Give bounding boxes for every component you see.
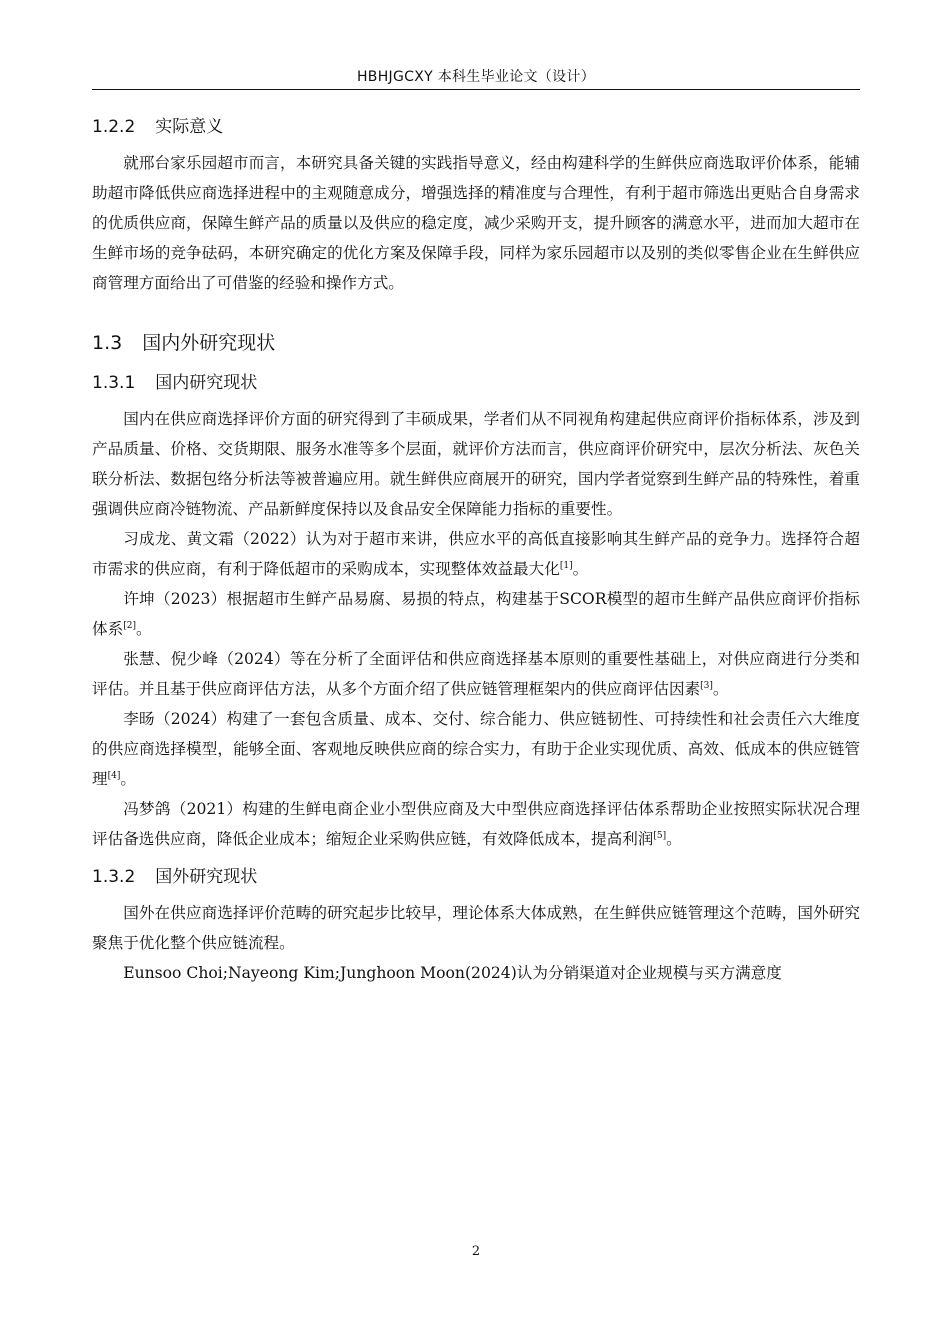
header-rule <box>92 89 860 90</box>
section-title: 国内研究现状 <box>155 373 258 393</box>
citation: [3] <box>700 680 713 691</box>
page-content <box>92 112 860 988</box>
citation: [4] <box>107 770 121 781</box>
paragraph: 国内在供应商选择评价方面的研究得到了丰硕成果，学者们从不同视角构建起供应商评价指标体系，涉及到产品质量、价格、交货期限、服务水准等多个层面，就评价方法而言，供应商评价研究中，层次分析法、灰色关联分析法、数据包络分析法等被普遍应用。就生鲜供应商展开的研究，国内学者觉察到生鲜产品的特殊性，着重强调供应商冷链物流、产品新鲜度保持以及食品安全保障能力指标的重要性。 <box>92 410 860 518</box>
citation: [2] <box>123 620 136 631</box>
page-header: HBHJGCXY 本科生毕业论文（设计） <box>356 69 595 85</box>
page-number: 2 <box>471 1244 481 1259</box>
section-title: 国内外研究现状 <box>142 332 276 354</box>
section-heading-1-3-2 <box>92 862 860 892</box>
section-number: 1.3 <box>92 332 123 354</box>
citation: [1] <box>559 560 573 571</box>
paragraph: 张慧、倪少峰（2024）等在分析了全面评估和供应商选择基本原则的重要性基础上，对供应商进行分类和评估。并且基于供应商评估方法，从多个方面介绍了供应链管理框架内的供应商评估因素[3]。 <box>92 650 860 698</box>
paragraph: 李旸（2024）构建了一套包含质量、成本、交付、综合能力、供应链韧性、可持续性和社会责任六大维度的供应商选择模型，能够全面、客观地反映供应商的综合实力，有助于企业实现优质、高效、低成本的供应链管理[4]。 <box>92 710 860 788</box>
section-title: 国外研究现状 <box>155 867 258 887</box>
section-heading-1-2-2 <box>92 112 860 142</box>
section-number: 1.3.2 <box>92 867 136 887</box>
paragraph: Eunsoo Choi;Nayeong Kim;Junghoon Moon(2024)认为分销渠道对企业规模与买方满意度 <box>123 964 782 982</box>
paragraph: 国外在供应商选择评价范畴的研究起步比较早，理论体系大体成熟，在生鲜供应链管理这个范畴，国外研究聚焦于优化整个供应链流程。 <box>92 904 860 952</box>
paragraph: 许坤（2023）根据超市生鲜产品易腐、易损的特点，构建基于SCOR模型的超市生鲜产品供应商评价指标体系[2]。 <box>92 590 860 638</box>
citation: [5] <box>653 830 667 841</box>
section-heading-1-3-1 <box>92 368 860 398</box>
section-title: 实际意义 <box>155 117 224 137</box>
section-number: 1.3.1 <box>92 373 136 393</box>
paragraph: 就邢台家乐园超市而言，本研究具备关键的实践指导意义，经由构建科学的生鲜供应商选取评价体系，能辅助超市降低供应商选择进程中的主观随意成分，增强选择的精准度与合理性，有利于超市筛选出更贴合自身需求的优质供应商，保障生鲜产品的质量以及供应的稳定度，减少采购开支，提升顾客的满意水平，进而加大超市在生鲜市场的竞争砝码，本研究确定的优化方案及保障手段，同样为家乐园超市以及别的类似零售企业在生鲜供应商管理方面给出了可借鉴的经验和操作方式。 <box>92 154 860 292</box>
paragraph: 习成龙、黄文霜（2022）认为对于超市来讲，供应水平的高低直接影响其生鲜产品的竞争力。选择符合超市需求的供应商，有利于降低超市的采购成本，实现整体效益最大化[1]。 <box>92 530 860 578</box>
paragraph: 冯梦鸽（2021）构建的生鲜电商企业小型供应商及大中型供应商选择评估体系帮助企业按照实际状况合理评估备选供应商，降低企业成本；缩短企业采购供应链，有效降低成本，提高利润[5]。 <box>92 800 860 848</box>
section-heading-1-3 <box>92 326 860 360</box>
section-number: 1.2.2 <box>92 117 136 137</box>
